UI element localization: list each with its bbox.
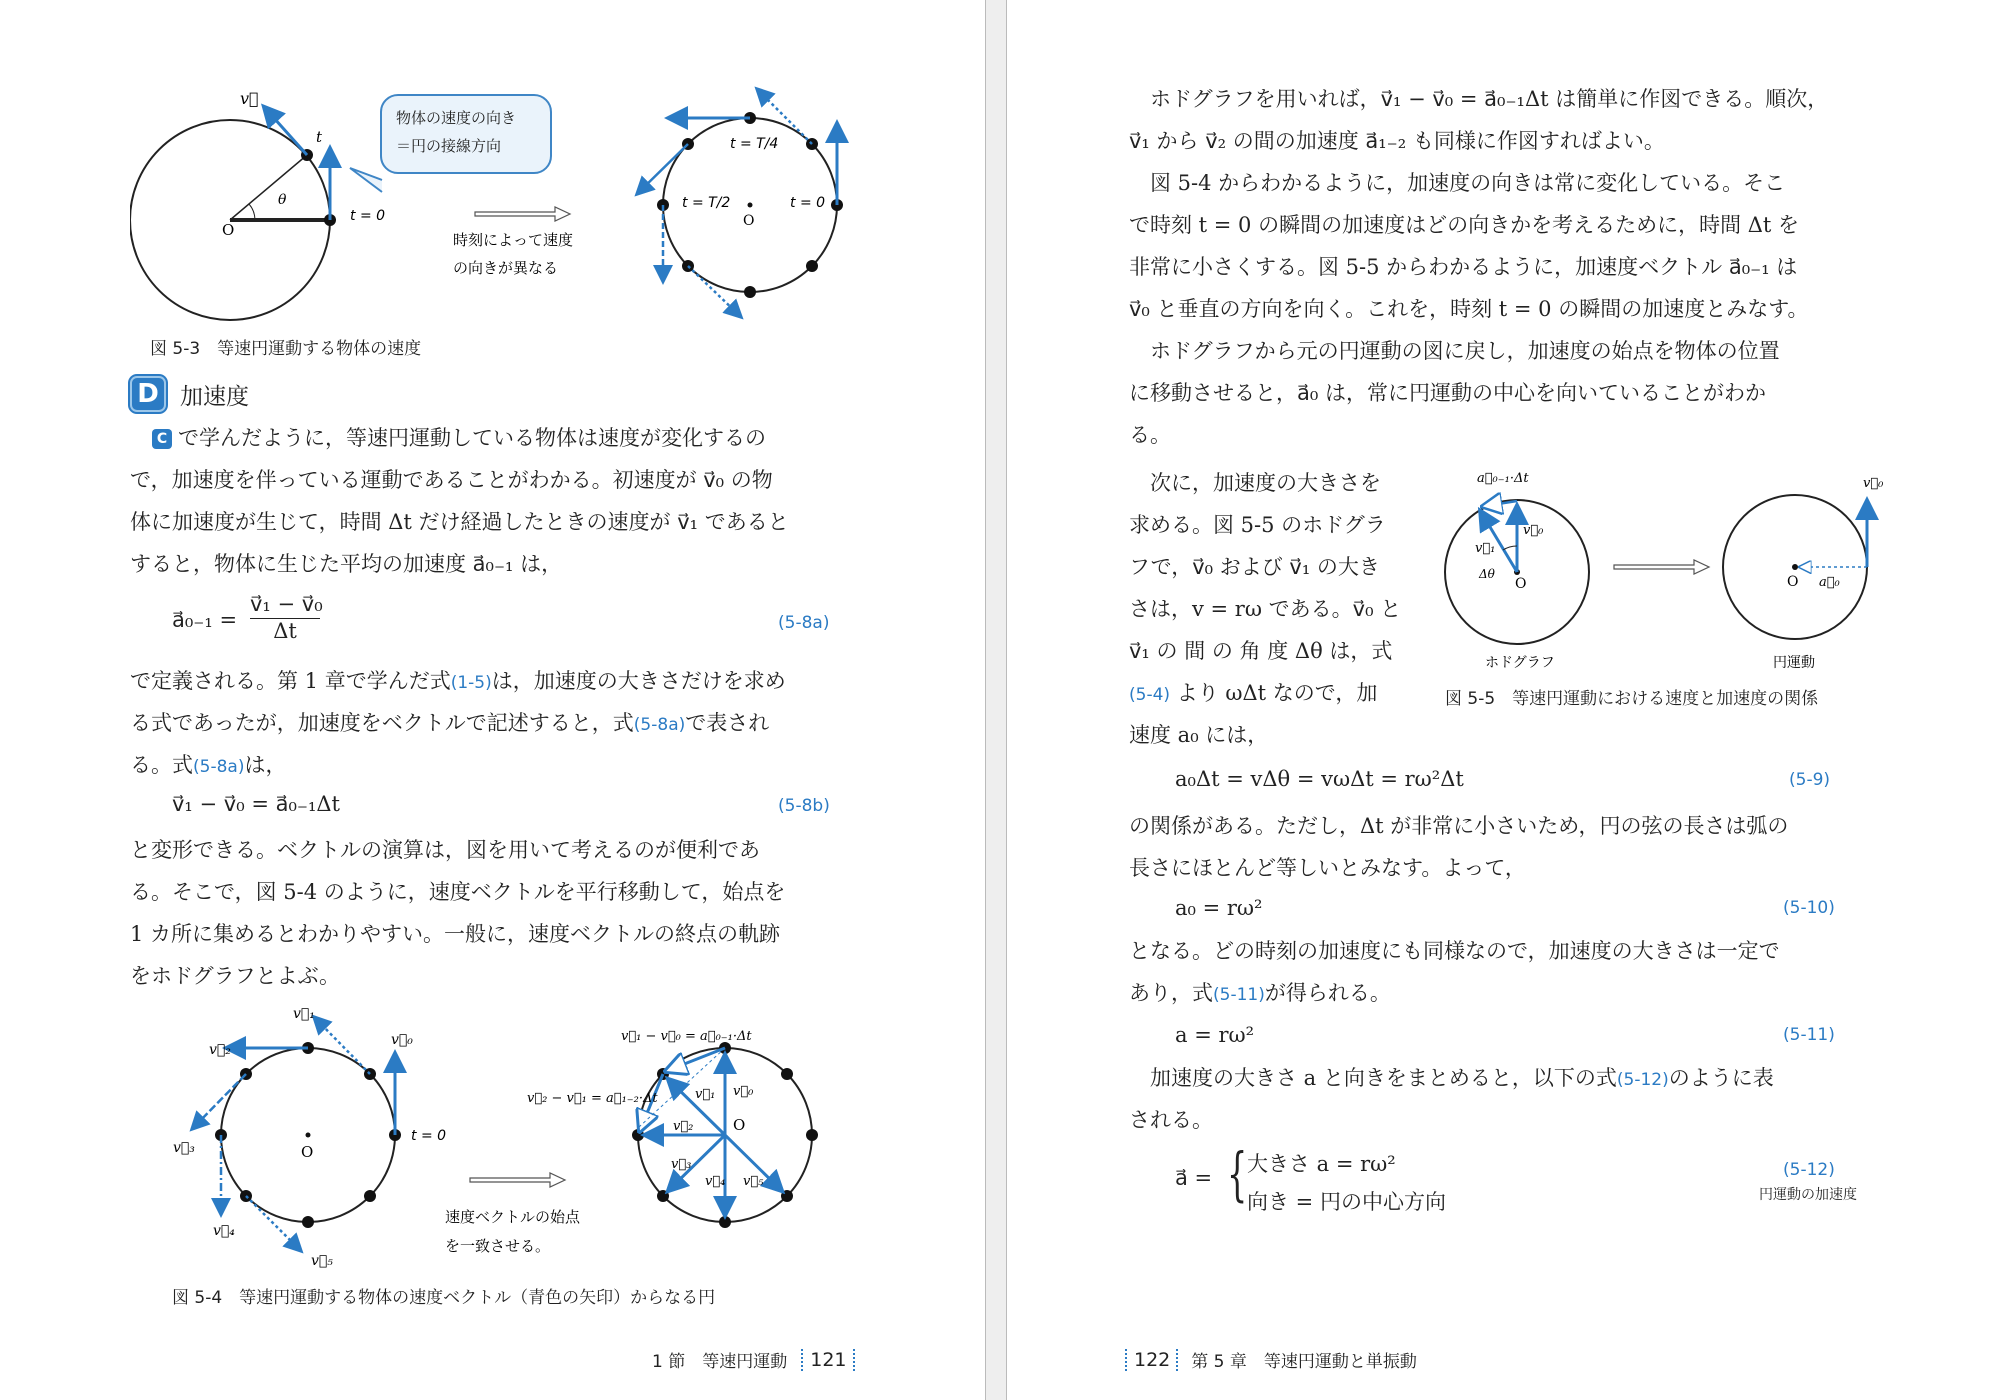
- side-line3: フで，v⃗₀ および v⃗₁ の大き: [1129, 555, 1380, 579]
- arrow-note-line2: の向きが異なる: [453, 259, 559, 277]
- f55-v1-label: v⃗₁: [1475, 541, 1496, 556]
- tangent-arrow-3: [638, 144, 688, 193]
- side-line4: さは，v = rω である。v⃗₀ と: [1129, 597, 1402, 621]
- fig54-transition-arrow: [470, 1173, 565, 1187]
- velocity-t-arrow: [265, 108, 307, 155]
- v1-label: v⃗₁: [293, 1006, 315, 1022]
- center-o-label: O: [222, 221, 235, 239]
- callout-pointer: [350, 168, 382, 192]
- f55-right-v0-label: v⃗₀: [1863, 476, 1884, 491]
- ref-1-5[interactable]: (1-5): [450, 673, 492, 693]
- eq-5-12-line1: 大きさ a = rω²: [1247, 1152, 1396, 1176]
- v3-arrow: [193, 1074, 246, 1128]
- eq-5-10-number: (5-10): [1783, 898, 1835, 918]
- v0-label: v⃗₀: [391, 1032, 413, 1048]
- rp-last-line2: される。: [1129, 1108, 1213, 1132]
- fig54-note-line1: 速度ベクトルの始点: [445, 1208, 581, 1226]
- hodograph-label: ホドグラフ: [1485, 655, 1555, 671]
- h-v5-label: v⃗₅: [743, 1174, 764, 1189]
- eq-5-10: a₀ = rω²: [1175, 896, 1263, 920]
- h-v0-label: v⃗₀: [733, 1084, 754, 1099]
- theta-label: θ: [278, 192, 287, 208]
- page-number-122: 122: [1134, 1348, 1171, 1371]
- h-v4-label: v⃗₄: [705, 1174, 726, 1189]
- left-page: [0, 0, 986, 1400]
- f55-transition-arrow: [1614, 560, 1709, 574]
- para2-line1: で定義される。第 1 章で学んだ式(1-5)は，加速度の大きさだけを求め: [130, 669, 786, 693]
- side-line7: 速度 a₀ には，: [1129, 723, 1269, 747]
- f55-right-o-label: O: [1787, 574, 1799, 590]
- eq-5-8a-denominator: Δt: [273, 619, 297, 643]
- eq-5-11: a = rω²: [1175, 1023, 1255, 1047]
- para3-line4: をホドグラフとよぶ。: [130, 964, 340, 988]
- eq-5-11-number: (5-11): [1783, 1025, 1835, 1045]
- rp-line8: に移動させると，a⃗₀ は，常に円運動の中心を向いていることがわか: [1129, 381, 1766, 405]
- arrow-note-line1: 時刻によって速度: [453, 231, 574, 249]
- eq-5-12-number: (5-12): [1783, 1160, 1835, 1180]
- velocity-direction-callout: 物体の速度の向き ＝円の接線方向: [380, 94, 552, 174]
- figure-5-4-caption: 図 5-4 等速円運動する物体の速度ベクトル（青色の矢印）からなる円: [172, 1288, 716, 1308]
- figure-5-5-caption: 図 5-5 等速円運動における速度と加速度の関係: [1445, 689, 1819, 709]
- v5-label: v⃗₅: [311, 1253, 333, 1269]
- para1-line1: C で学んだように，等速円運動している物体は速度が変化するの: [152, 417, 766, 459]
- eq-5-12-lhs: a⃗ =: [1175, 1166, 1213, 1190]
- rp-last-line1: 加速度の大きさ a と向きをまとめると，以下の式(5-12)のように表: [1129, 1066, 1774, 1090]
- eq-5-8a-lhs: a⃗₀₋₁ =: [172, 608, 238, 632]
- side-line5: v⃗₁ の 間 の 角 度 Δθ は，式: [1129, 639, 1393, 663]
- para1-line3: 体に加速度が生じて，時間 Δt だけ経過したときの速度が v⃗₁ であると: [130, 510, 789, 534]
- section-title: 加速度: [180, 383, 249, 410]
- side-line6: (5-4) より ωΔt なので，加: [1129, 681, 1378, 705]
- eq-5-8a-numerator: v⃗₁ − v⃗₀: [250, 592, 320, 619]
- t2-label: t = T/2: [682, 195, 731, 211]
- footer-bar-right-r: [1176, 1349, 1179, 1371]
- ref-badge-c: C: [152, 429, 172, 449]
- rp-line1: ホドグラフを用いれば，v⃗₁ − v⃗₀ = a⃗₀₋₁Δt は簡単に作図できる。順次，: [1129, 87, 1829, 111]
- section-heading: [130, 375, 249, 413]
- rp-line6: v⃗₀ と垂直の方向を向く。これを，時刻 t = 0 の瞬間の加速度とみなす。: [1129, 297, 1809, 321]
- para2-line3: る。式(5-8a)は，: [130, 753, 287, 777]
- section-badge: D: [130, 376, 166, 412]
- rp-after510-line1: となる。どの時刻の加速度にも同様なので，加速度の大きさは一定で: [1129, 939, 1780, 963]
- para3-line1: と変形できる。ベクトルの演算は，図を用いて考えるのが便利であ: [130, 838, 760, 862]
- figure-5-3-caption: 図 5-3 等速円運動する物体の速度: [150, 339, 422, 359]
- t4-label: t = T/4: [730, 136, 779, 152]
- left-equation: v⃗₂ − v⃗₁ = a⃗₁₋₂·Δt: [527, 1091, 658, 1106]
- ref-5-4[interactable]: (5-4): [1129, 685, 1171, 705]
- rp-line3: 図 5-4 からわかるように，加速度の向きは常に変化している。そこ: [1129, 171, 1786, 195]
- eq-5-12-brace: {: [1227, 1140, 1248, 1208]
- rp-line5: 非常に小さくする。図 5-5 からわかるように，加速度ベクトル a⃗₀₋₁ は: [1129, 255, 1798, 279]
- v3-label: v⃗₃: [173, 1140, 195, 1156]
- footer-chapter-title: 第 5 章 等速円運動と単振動: [1191, 1352, 1417, 1372]
- transition-arrow: [475, 207, 570, 221]
- rp-mid-line2: 長さにほとんど等しいとみなす。よって，: [1129, 856, 1526, 880]
- v2-label: v⃗₂: [209, 1042, 231, 1058]
- fig54-o-label: O: [301, 1143, 314, 1161]
- eq-5-8a-number: (5-8a): [778, 613, 830, 633]
- rp-line2: v⃗₁ から v⃗₂ の間の加速度 a⃗₁₋₂ も同様に作図すればよい。: [1129, 129, 1665, 153]
- ref-5-8a-2[interactable]: (5-8a): [193, 757, 245, 777]
- eq-5-8b-number: (5-8b): [778, 796, 830, 816]
- ref-5-11[interactable]: (5-11): [1213, 985, 1265, 1005]
- f55-dtheta-label: Δθ: [1479, 567, 1495, 581]
- side-line2: 求める。図 5-5 のホドグラ: [1129, 513, 1386, 537]
- h-v2-label: v⃗₂: [673, 1119, 694, 1134]
- f55-a0-label: a⃗₀: [1819, 575, 1840, 590]
- rp-line9: る。: [1129, 423, 1171, 447]
- figure-5-4: [165, 1000, 845, 1280]
- right-t0-label: t = 0: [790, 195, 826, 211]
- right-footer: [1125, 1347, 1417, 1372]
- right-page: [1006, 0, 1992, 1400]
- t-label: t: [316, 128, 323, 146]
- h-v1-label: v⃗₁: [695, 1087, 716, 1102]
- footer-section-title: 1 節 等速円運動: [652, 1352, 788, 1372]
- rp-after510-line2: あり，式(5-11)が得られる。: [1129, 981, 1391, 1005]
- eq-5-12-note: 円運動の加速度: [1759, 1187, 1857, 1203]
- circular-motion-label: 円運動: [1773, 655, 1815, 671]
- f55-v0-label: v⃗₀: [1523, 523, 1544, 538]
- h-v3-label: v⃗₃: [671, 1157, 692, 1172]
- para3-line3: 1 カ所に集めるとわかりやすい。一般に，速度ベクトルの終点の軌跡: [130, 922, 781, 946]
- page-number-121: 121: [810, 1348, 847, 1371]
- f55-a01-label: a⃗₀₋₁·Δt: [1477, 471, 1529, 486]
- eq-5-8b: v⃗₁ − v⃗₀ = a⃗₀₋₁Δt: [172, 792, 340, 816]
- fig54-t0-label: t = 0: [411, 1128, 447, 1144]
- left-footer: [652, 1347, 856, 1372]
- eq-5-9-number: (5-9): [1789, 770, 1831, 790]
- para1-line2: で，加速度を伴っている運動であることがわかる。初速度が v⃗₀ の物: [130, 468, 773, 492]
- right-o-label: O: [743, 213, 755, 229]
- rp-line4: で時刻 t = 0 の瞬間の加速度はどの向きかを考えるために，時間 Δt を: [1129, 213, 1800, 237]
- v4-label: v⃗₄: [213, 1223, 235, 1239]
- para3-line2: る。そこで，図 5-4 のように，速度ベクトルを平行移動して，始点を: [130, 880, 786, 904]
- para2-line2: る式であったが，加速度をベクトルで記述すると，式(5-8a)で表され: [130, 711, 770, 735]
- fig54-note-line2: を一致させる。: [445, 1237, 551, 1255]
- rp-mid-line1: の関係がある。ただし，Δt が非常に小さいため，円の弦の長さは弧の: [1129, 814, 1789, 838]
- h-o-label: O: [733, 1116, 746, 1134]
- top-equation: v⃗₁ − v⃗₀ = a⃗₀₋₁·Δt: [621, 1029, 752, 1044]
- radius-t: [230, 155, 307, 220]
- footer-bar-right: [853, 1349, 856, 1371]
- figure-5-5: [1437, 462, 1957, 722]
- a01-arrow: [669, 1048, 725, 1070]
- eq-5-12-line2: 向き = 円の中心方向: [1247, 1190, 1446, 1214]
- t0-label: t = 0: [350, 208, 386, 224]
- eq-5-9: a₀Δt = vΔθ = vωΔt = rω²Δt: [1175, 767, 1464, 791]
- side-line1: 次に，加速度の大きさを: [1129, 471, 1381, 495]
- v-label: v⃗: [240, 89, 259, 108]
- ref-5-8a[interactable]: (5-8a): [633, 715, 686, 735]
- para1-line4: すると，物体に生じた平均の加速度 a⃗₀₋₁ は，: [130, 552, 563, 576]
- ref-5-12[interactable]: (5-12): [1616, 1070, 1669, 1090]
- eq-5-8a-fraction: [250, 592, 323, 643]
- rp-line7: ホドグラフから元の円運動の図に戻し，加速度の始点を物体の位置: [1129, 339, 1780, 363]
- f55-o-label: O: [1515, 576, 1527, 592]
